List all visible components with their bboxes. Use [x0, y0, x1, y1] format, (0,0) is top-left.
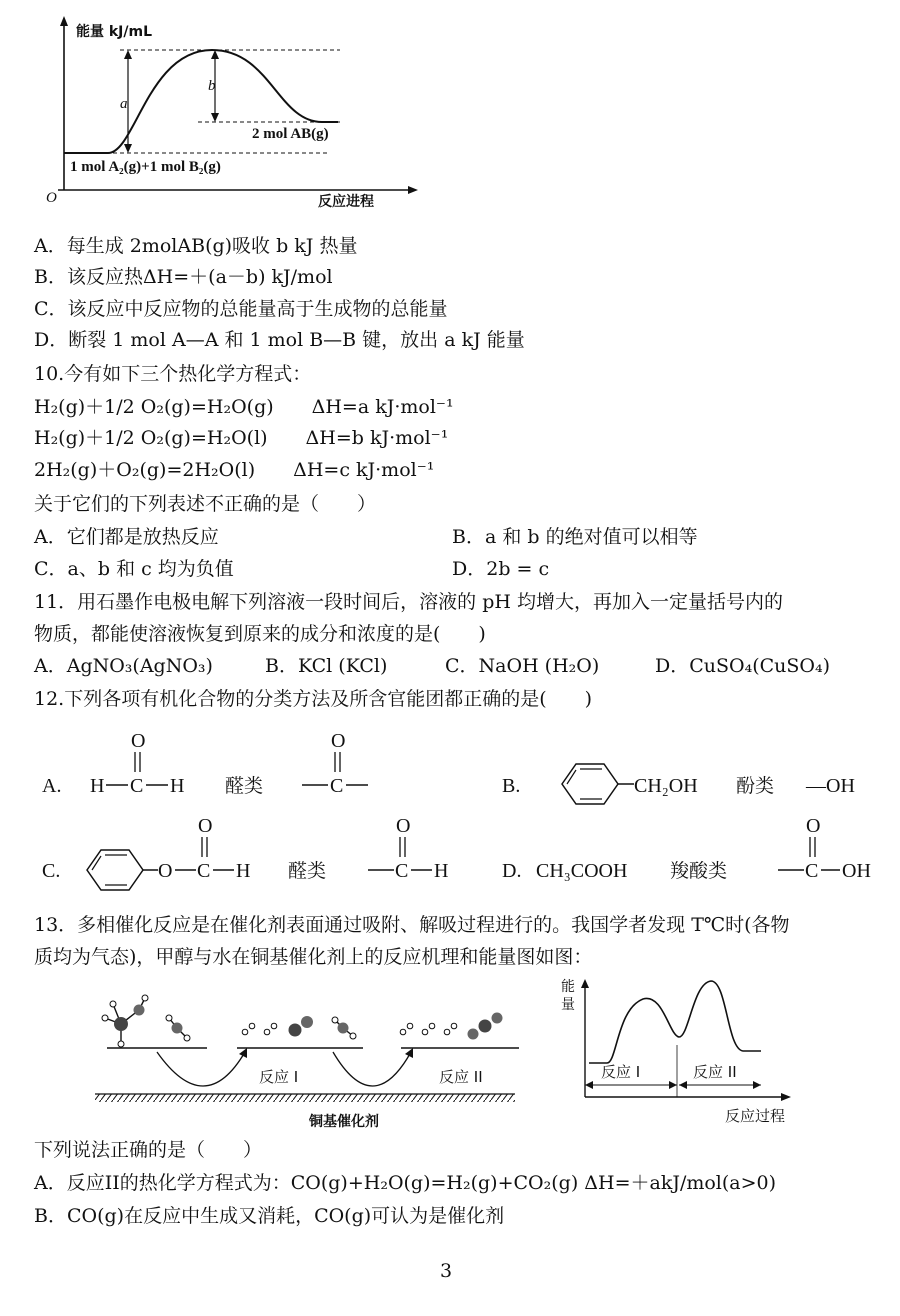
hydrogen-molecules-icon	[242, 1023, 277, 1035]
q13-option-a: A．反应II的热化学方程式为：CO(g)+H₂O(g)=H₂(g)+CO₂(g) ΔH=＋akJ/mol(a>0)	[34, 1172, 777, 1194]
process-axis-label: 反应过程	[725, 1107, 786, 1125]
q12-c-class: 醛类	[288, 860, 327, 882]
energy-axis-label-bottom: 量	[561, 997, 575, 1013]
q13-stem-line2: 质均为气态)，甲醇与水在铜基催化剂上的反应机理和能量图如图：	[34, 946, 593, 968]
methanol-molecule-icon	[102, 995, 148, 1047]
x-arrow-icon	[781, 1093, 791, 1101]
y-arrow-icon	[581, 979, 589, 988]
q12-stem: 12.下列各项有机化合物的分类方法及所含官能团都正确的是( )	[34, 688, 593, 710]
q10-eq3: 2H₂(g)＋O₂(g)=2H₂O(l) ΔH=c kJ·mol⁻¹	[34, 459, 435, 481]
q12-a-atom-h2: H	[170, 775, 185, 797]
catalyst-label: 铜基催化剂	[309, 1114, 379, 1130]
benzene-ring-c	[87, 850, 143, 890]
co2-molecule-icon	[468, 1013, 503, 1040]
q12-c-label: C.	[42, 860, 61, 882]
q10-option-b: B．a 和 b 的绝对值可以相等	[452, 526, 698, 548]
q10-eq2: H₂(g)＋1/2 O₂(g)=H₂O(l) ΔH=b kJ·mol⁻¹	[34, 427, 449, 449]
q13-ask: 下列说法正确的是（ ）	[34, 1139, 263, 1161]
q11-stem-line1: 11．用石墨作电极电解下列溶液一段时间后，溶液的 pH 均增大，再加入一定量括号内的	[34, 591, 783, 613]
arrow-reaction-1	[157, 1052, 245, 1086]
energy-diagram-2	[555, 975, 815, 1130]
y-axis-arrow-icon	[60, 16, 68, 26]
q12-c-group-h: H	[434, 860, 449, 882]
q12-b-label: B.	[502, 775, 521, 797]
reaction-2-label: 反应 II	[439, 1068, 483, 1086]
q11-option-a: A．AgNO₃(AgNO₃)	[34, 655, 213, 677]
q12-a-group-o: O	[331, 730, 346, 752]
q11-stem-line2: 物质，都能使溶液恢复到原来的成分和浓度的是( )	[34, 623, 486, 645]
arrow-reaction-2	[333, 1052, 411, 1086]
q12-c-group-o: O	[396, 815, 411, 837]
product-label: 2 mol AB(g)	[252, 126, 329, 142]
q13-stem-line1: 13．多相催化反应是在催化剂表面通过吸附、解吸过程进行的。我国学者发现 T℃时(各物	[34, 914, 790, 936]
a-label: a	[120, 96, 128, 112]
q13-option-b: B．CO(g)在反应中生成又消耗，CO(g)可认为是催化剂	[34, 1205, 505, 1227]
q10-option-a: A．它们都是放热反应	[34, 526, 219, 548]
q12-c-atom-h: H	[236, 860, 251, 882]
q12-a-class: 醛类	[225, 775, 264, 797]
q12-a-group-c: C	[330, 775, 344, 797]
benzene-ring-b	[562, 764, 618, 804]
q10-ask: 关于它们的下列表述不正确的是（ ）	[34, 493, 377, 515]
q11-option-d: D．CuSO₄(CuSO₄)	[655, 655, 831, 677]
q12-c-atom-o2: O	[198, 815, 213, 837]
q12-d-group-c: C	[805, 860, 819, 882]
q12-a-atom-h1: H	[90, 775, 105, 797]
q9-option-a: A．每生成 2molAB(g)吸收 b kJ 热量	[34, 235, 358, 257]
q9-option-d: D．断裂 1 mol A—A 和 1 mol B—B 键，放出 a kJ 能量	[34, 329, 525, 351]
q12-a-atom-c: C	[130, 775, 144, 797]
q12-d-group-o: O	[806, 815, 821, 837]
energy-diagram-1	[40, 10, 440, 220]
q12-c-group-c: C	[395, 860, 409, 882]
reaction-1-axis-label: 反应 I	[601, 1063, 641, 1081]
origin-label: O	[46, 190, 57, 206]
q12-structures	[30, 720, 890, 900]
q12-b-group: —OH	[806, 775, 855, 797]
y-axis-label: 能量 kJ/mL	[76, 24, 153, 40]
q12-a-label: A.	[42, 775, 62, 797]
x-axis-label: 反应进程	[318, 194, 374, 210]
q12-d-class: 羧酸类	[670, 860, 728, 882]
catalyst-mechanism-figure	[95, 980, 535, 1130]
q12-d-label: D.	[502, 860, 522, 882]
q10-eq1: H₂(g)＋1/2 O₂(g)=H₂O(g) ΔH=a kJ·mol⁻¹	[34, 396, 454, 418]
q11-option-c: C．NaOH (H₂O)	[445, 655, 600, 677]
q12-c-atom-o: O	[158, 860, 173, 882]
water-molecule-icon	[332, 1017, 356, 1039]
catalyst-surface	[95, 1094, 515, 1102]
q12-c-atom-c: C	[197, 860, 211, 882]
q10-option-d: D．2b = c	[452, 558, 550, 580]
reactant-label: 1 mol A₂(g)+1 mol B₂(g)	[70, 159, 221, 175]
q12-d-formula: CH₃COOH	[536, 860, 628, 882]
q9-option-c: C．该反应中反应物的总能量高于生成物的总能量	[34, 298, 448, 320]
b-label: b	[208, 78, 216, 94]
reaction-2-axis-label: 反应 II	[693, 1063, 737, 1081]
q10-stem: 10.今有如下三个热化学方程式：	[34, 363, 312, 385]
q9-option-b: B．该反应热ΔH=＋(a－b) kJ/mol	[34, 266, 333, 288]
co-molecule-icon	[289, 1016, 314, 1037]
water-molecule-icon	[166, 1015, 190, 1041]
q12-d-group-oh: OH	[842, 860, 871, 882]
energy-curve-2	[589, 981, 761, 1063]
q12-b-formula: CH₂OH	[634, 775, 698, 797]
reaction-1-label: 反应 I	[259, 1068, 299, 1086]
q10-option-c: C．a、b 和 c 均为负值	[34, 558, 234, 580]
q12-a-atom-o: O	[131, 730, 146, 752]
hydrogen-molecules-icon	[400, 1023, 457, 1035]
q12-b-class: 酚类	[736, 775, 775, 797]
q11-option-b: B．KCl (KCl)	[265, 655, 388, 677]
x-axis-arrow-icon	[408, 186, 418, 194]
page-number: 3	[440, 1260, 453, 1282]
energy-axis-label-top: 能	[561, 979, 575, 995]
